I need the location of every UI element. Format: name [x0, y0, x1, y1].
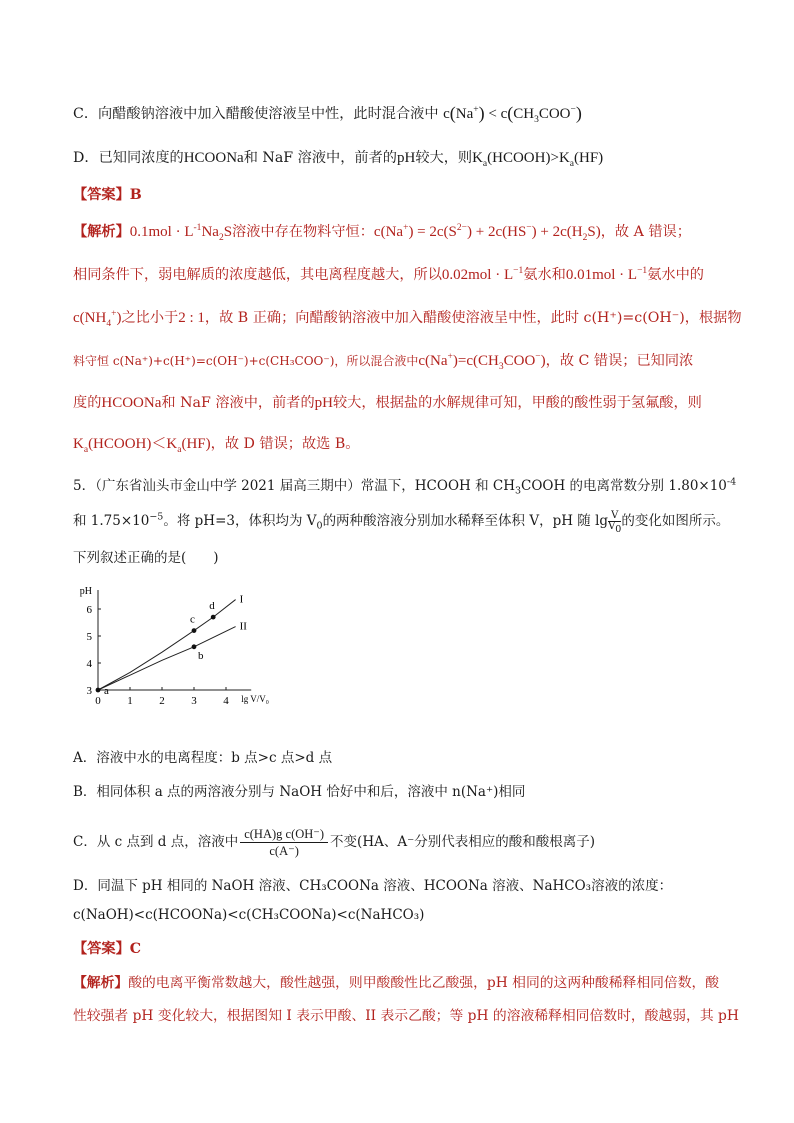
analysis-1-line-3: $c(NH_4^+)$之比小于2 : 1，故 B 正确；向醋酸钠溶液中加入醋酸使溶液呈中性，此时 c(H⁺)=c(OH⁻)，根据物	[73, 309, 742, 329]
analysis-1-line-4: 料守恒 c(Na⁺)+c(H⁺)=c(OH⁻)+c(CH₃COO⁻)，所以混合液中$c(Na^+)=c(CH_3COO^-)$，故 C 错误；已知同浓	[73, 352, 694, 372]
option-5c-fraction: $\frac{\text{c(HA)g c(OH⁻)}}{c(A^-)}$	[240, 826, 328, 859]
data-point-c	[192, 628, 197, 633]
series-line-1	[98, 600, 236, 690]
option-5d: D．同温下 pH 相同的 NaOH 溶液、CH₃COONa 溶液、HCOONa 溶液、NaHCO₃溶液的浓度：	[73, 878, 673, 894]
analysis-2-line-1: 【解析】酸的电离平衡常数越大，酸性越强，则甲酸酸性比乙酸强，pH 相同的这两种酸稀释相同倍数，酸	[73, 975, 720, 991]
data-point-a	[96, 688, 101, 693]
y-axis-label: pH	[79, 586, 92, 597]
option-5d-line-2: c(NaOH)<c(HCOONa)<c(CH₃COONa)<c(NaHCO₃)	[73, 907, 425, 923]
point-label-b: b	[198, 649, 204, 662]
x-tick-label: 1	[127, 695, 133, 707]
x-tick-label: 4	[223, 695, 229, 707]
y-tick-label: 6	[86, 604, 92, 616]
y-tick-label: 5	[86, 631, 92, 643]
series-label: I	[239, 593, 244, 606]
ph-dilution-chart	[70, 582, 270, 732]
x-tick-label: 2	[159, 695, 165, 707]
question-5-line-1: 5．（广东省汕头市金山中学 2021 届高三期中）常温下，HCOOH 和 $CH_3COOH$ 的电离常数分别 $1.80\times 10^{-4}$	[73, 476, 737, 497]
data-point-d	[211, 615, 216, 620]
option-c-prev: C．向醋酸钠溶液中加入醋酸使溶液呈中性，此时混合液中 $c(Na^+) < c(CH_3COO^-)$	[73, 103, 582, 125]
option-5c: C．从 c 点到 d 点，溶液中 $\frac{\text{c(HA)g c(OH⁻)}}{c(A^-)}$ 不变(HA、A⁻分别代表相应的酸和酸根离子)	[73, 827, 595, 858]
x-tick-label: 3	[191, 695, 197, 707]
option-d-prev: D．已知同浓度的HCOONa和 NaF 溶液中，前者的pH较大，则$K_a(HCOOH)>K_a(HF)$	[73, 150, 604, 169]
analysis-1-line-1: 【解析】$0.1mol \cdot L^{-1}Na_2S$溶液中存在物料守恒：$c(Na^+) = 2c(S^{2-}) + 2c(HS^-) + 2c(H_2S)$，故 A 错误；	[73, 223, 691, 243]
option-5a: A．溶液中水的电离程度：b 点>c 点>d 点	[73, 750, 333, 766]
analysis-1-line-6: $K_a(HCOOH)<K_a(HF)$，故 D 错误；故选 B。	[73, 436, 360, 455]
data-point-b	[192, 644, 197, 649]
lg-fraction: $\frac{V}{V_0}$	[608, 510, 622, 535]
point-label-c: c	[190, 613, 195, 626]
answer-1: 【答案】B	[73, 187, 142, 203]
question-5-line-2: 和 $1.75\times 10^{-5}$。将 pH=3，体积均为 $V_0$的两种酸溶液分别加水稀释至体积 V，pH 随 lg $\frac{V}{V_0}$ 的变化如图所示。	[73, 510, 730, 535]
x-tick-label: 0	[95, 695, 101, 707]
point-label-d: d	[209, 600, 215, 613]
analysis-2-line-2: 性较强者 pH 变化较大，根据图知 I 表示甲酸、II 表示乙酸；等 pH 的溶液稀释相同倍数时，酸越弱，其 pH	[73, 1008, 739, 1024]
series-line-2	[98, 627, 236, 690]
analysis-1-line-2: 相同条件下，弱电解质的浓度越低，其电离程度越大，所以$0.02mol \cdot L^{-1}$氨水和$0.01mol \cdot L^{-1}$氨水中的	[73, 266, 704, 283]
point-label-a: a	[104, 685, 109, 697]
y-tick-label: 4	[86, 658, 92, 670]
series-label: II	[239, 620, 247, 633]
analysis-1-line-5: 度的HCOONa和 NaF 溶液中，前者的pH较大，根据盐的水解规律可知，甲酸的酸性弱于氢氟酸，则	[73, 395, 702, 411]
question-5-line-3: 下列叙述正确的是( )	[73, 550, 219, 566]
answer-2: 【答案】C	[73, 941, 142, 957]
x-axis-label: lg V/V₀	[241, 694, 269, 704]
y-tick-label: 3	[86, 685, 92, 697]
option-5b: B．相同体积 a 点的两溶液分别与 NaOH 恰好中和后，溶液中 n(Na⁺)相同	[73, 784, 526, 800]
